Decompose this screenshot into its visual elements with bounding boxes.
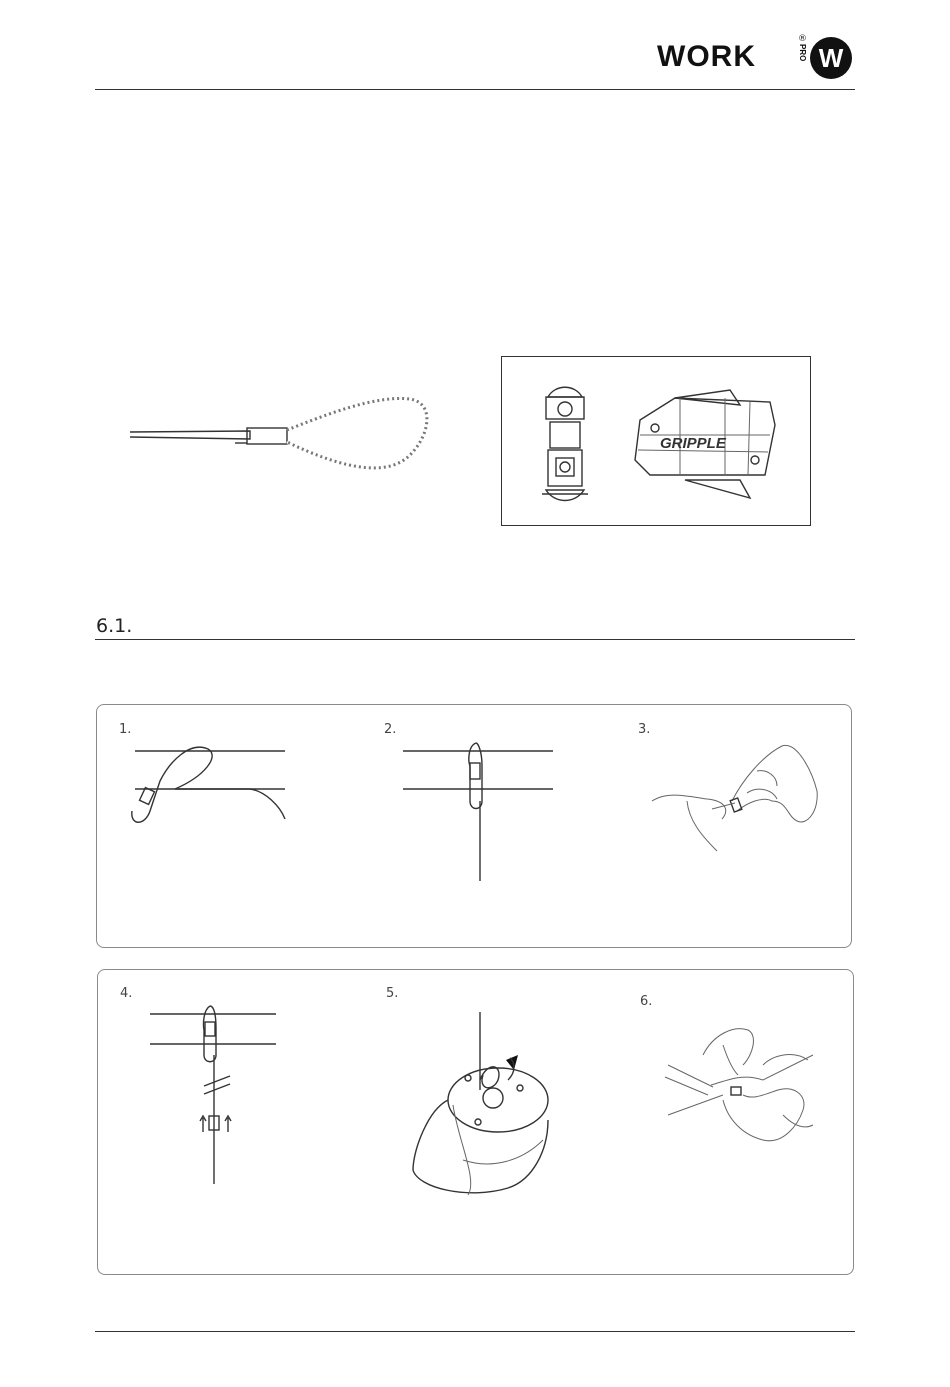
- gripple-iso-illustration: [630, 380, 790, 510]
- section-number: 6.1.: [96, 615, 133, 637]
- step-label-2: 2.: [384, 722, 397, 737]
- gripple-side-illustration: [540, 382, 590, 512]
- step6-hands-illustration: [663, 1025, 823, 1155]
- section-rule: [95, 639, 855, 640]
- step-label-4: 4.: [120, 986, 133, 1001]
- logo-word: WORK: [657, 40, 756, 73]
- step3-hands-illustration: [647, 741, 822, 861]
- steps-panel-top: [96, 704, 852, 948]
- logo-pro: PRO: [798, 44, 807, 62]
- footer-rule: [95, 1331, 855, 1332]
- wire-loop-illustration: [125, 385, 445, 485]
- step4-illustration: [148, 1000, 288, 1190]
- steps-panel-bottom: [97, 969, 854, 1275]
- brand-logo: [657, 34, 857, 82]
- step1-illustration: [130, 741, 290, 831]
- step2-illustration: [398, 741, 558, 891]
- step5-speaker-illustration: [408, 1010, 568, 1200]
- step-label-1: 1.: [119, 722, 132, 737]
- step-label-3: 3.: [638, 722, 651, 737]
- gripple-brand-label: GRIPPLE: [660, 435, 726, 452]
- logo-registered: ®: [798, 34, 807, 44]
- step-label-5: 5.: [386, 986, 399, 1001]
- logo-w-icon: [809, 36, 853, 80]
- logo-mark: W: [818, 43, 844, 73]
- header-rule: [95, 89, 855, 90]
- step-label-6: 6.: [640, 994, 653, 1009]
